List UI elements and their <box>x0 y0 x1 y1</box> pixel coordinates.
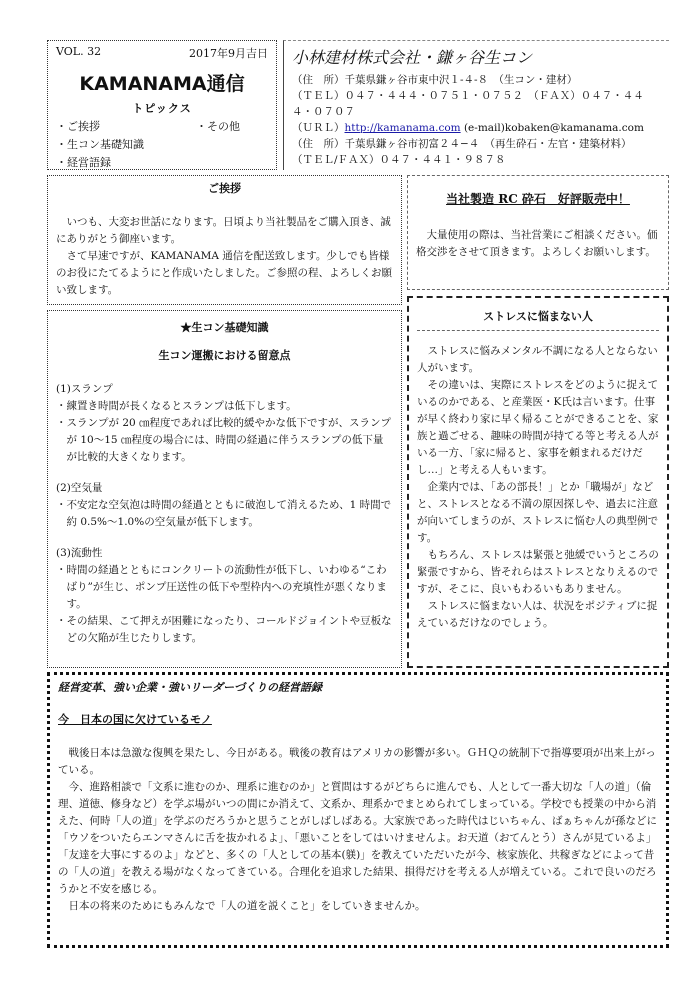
stress-paragraph: 企業内では、「あの部長！」とか「職場が」などと、ストレスとなる不満の原因探しや、過去に注意が向いてしまうのが、ストレスに悩む人の典型例です。 <box>417 481 659 544</box>
stress-paragraph: もちろん、ストレスは緊張と弛緩でいうところの緊張ですから、皆それらはストレスとなりえるのですが、そこに、良いもわるいもありません。 <box>417 549 659 595</box>
section-slump <box>56 381 393 466</box>
topic-knowledge: ・生コン基礎知識 <box>56 138 144 151</box>
section-heading: (2)空気量 <box>56 482 103 494</box>
quotes-subtitle: 今 日本の国に欠けているモノ <box>58 713 212 726</box>
promo-title: 当社製造 RC 砕石 好評販売中！ <box>446 192 630 206</box>
greeting-title: ご挨拶 <box>208 182 241 195</box>
topics-heading: トピックス <box>132 102 192 115</box>
quotes-title: 経営変革、強い企業・強いリーダーづくりの経営語録 <box>58 681 322 694</box>
section-air <box>56 480 393 531</box>
company-info <box>283 40 669 170</box>
knowledge-subtitle: 生コン運搬における留意点 <box>158 349 291 362</box>
greeting-paragraph: さて早速ですが、KAMANAMA 通信を配送致します。少しでも皆様のお役にたてるようにと作成いたしました。ご参照の程、よろしくお願い致します。 <box>56 250 392 296</box>
section-flow <box>56 545 393 647</box>
masthead <box>47 40 277 170</box>
company-name: 小林建材株式会社・鎌ヶ谷生コン <box>292 48 533 67</box>
url-label: （ＵＲＬ） <box>292 122 345 134</box>
company-url-line <box>292 120 661 136</box>
promo-text: 大量使用の際は、当社営業にご相談ください。価格交渉をさせて頂きます。よろしくお願いします。 <box>416 229 658 258</box>
stress-paragraph: その違いは、実際にストレスをどのように捉えているのかである、と産業医・K氏は言います。仕事が早く終わり家に早く帰ることができることを、家族と過ごせる、趣味の時間が持てる等と考える人がいる一方、「家に帰ると、家事を頼まれるだけだし…」と考える人もいます。 <box>417 379 659 476</box>
volume: VOL. 32 <box>56 45 102 58</box>
knowledge-box <box>47 310 402 668</box>
greeting-paragraph: いつも、大変お世話になります。日頃より当社製品をご購入頂き、誠にありがとう御座います。 <box>56 216 391 245</box>
list-item: ・不安定な空気泡は時間の経過とともに破泡して消えるため、1 時間で約 0.5%〜1.0%の空気量が低下します。 <box>56 499 392 528</box>
stress-paragraph: ストレスに悩みメンタル不調になる人とならない人がいます。 <box>417 345 658 374</box>
list-item: ・その結果、こて押えが困難になったり、コールドジョイントや豆板などの欠陥が生じたりします。 <box>56 615 392 644</box>
quotes-paragraph: 今、進路相談で「文系に進むのか、理系に進むのか」と質問はするがどちらに進んでも、人として一番大切な「人の道」（倫理、道徳、修身など）を学ぶ場がいつの間にか消えて、文系か、理系かでまとめられてしまっている。学校でも授業の中から消えた、何時「人の道」を学ぶのだろうかと思うことがしばしばある。大家族であった時代はじいちゃん、ばぁちゃんが孫などに「ウソをついたらエンマさんに舌を抜かれるよ」、「悪いことをしてはいけませんよ。お天道（おてんとう）さんが見ているよ」「友達を大事にするのよ」などと、多くの「人としての基本(躾)」を教えていただいたが今、核家族化、共稼ぎなどによって昔の「人の道」を教える場がなくなってきている。合理化を追求した結果、損得だけを考える人が増えている。これで良いのだろうかと不安を感じる。 <box>58 781 658 895</box>
website-link[interactable]: http://kamanama.com <box>344 122 461 134</box>
company-address: （住 所）千葉県鎌ヶ谷市東中沢１-４-８ （生コン・建材） <box>292 74 578 86</box>
issue-date: 2017年9月吉日 <box>189 47 268 60</box>
stress-title: ストレスに悩まない人 <box>417 308 659 331</box>
section-heading: (1)スランプ <box>56 383 113 395</box>
quotes-paragraph: 日本の将来のためにもみんなで「人の道を説くこと」をしていきませんか。 <box>68 900 426 912</box>
stress-box <box>407 296 669 668</box>
quotes-box <box>47 672 669 948</box>
topic-quotes: ・経営語録 <box>56 156 111 169</box>
list-item: ・スランプが 20 ㎝程度であれば比較的緩やかな低下ですが、スランプが 10〜15 ㎝程度の場合には、時間の経過に伴うスランプの低下量が比較的大きくなります。 <box>56 417 392 463</box>
section-heading: (3)流動性 <box>56 547 103 559</box>
email-text: (e-mail)kobaken@kamanama.com <box>460 122 644 134</box>
company-tel-fax: （ＴＥＬ）０４７・４４４・０７５１・０７５２ （ＦＡＸ）０４７・４４４・０７０７ <box>292 90 644 118</box>
branch-tel-fax: （ＴＥＬ/ＦＡＸ）０４７・４４１・９８７８ <box>292 154 506 166</box>
greeting-box <box>47 175 402 305</box>
promo-box <box>407 175 669 290</box>
quotes-paragraph: 戦後日本は急激な復興を果たし、今日がある。戦後の教育はアメリカの影響が多い。ＧＨＱの統制下で指導要項が出来上がっている。 <box>58 747 656 776</box>
topic-greeting: ・ご挨拶 <box>56 120 100 133</box>
list-item: ・練置き時間が長くなるとスランプは低下します。 <box>56 400 297 412</box>
list-item: ・時間の経過とともにコンクリートの流動性が低下し、いわゆる“こわばり”が生じ、ポンプ圧送性の低下や型枠内への充填性が悪くなります。 <box>56 564 387 610</box>
branch-address: （住 所）千葉県鎌ヶ谷市初富２４−４ （再生砕石・左官・建築材料） <box>292 138 632 150</box>
topic-other: ・その他 <box>196 120 240 133</box>
newsletter-title: KAMANAMA通信 <box>79 73 245 95</box>
stress-paragraph: ストレスに悩まない人は、状況をポジティブに捉えているだけなのでしょう。 <box>417 600 658 629</box>
knowledge-title: ★生コン基礎知識 <box>180 321 269 334</box>
